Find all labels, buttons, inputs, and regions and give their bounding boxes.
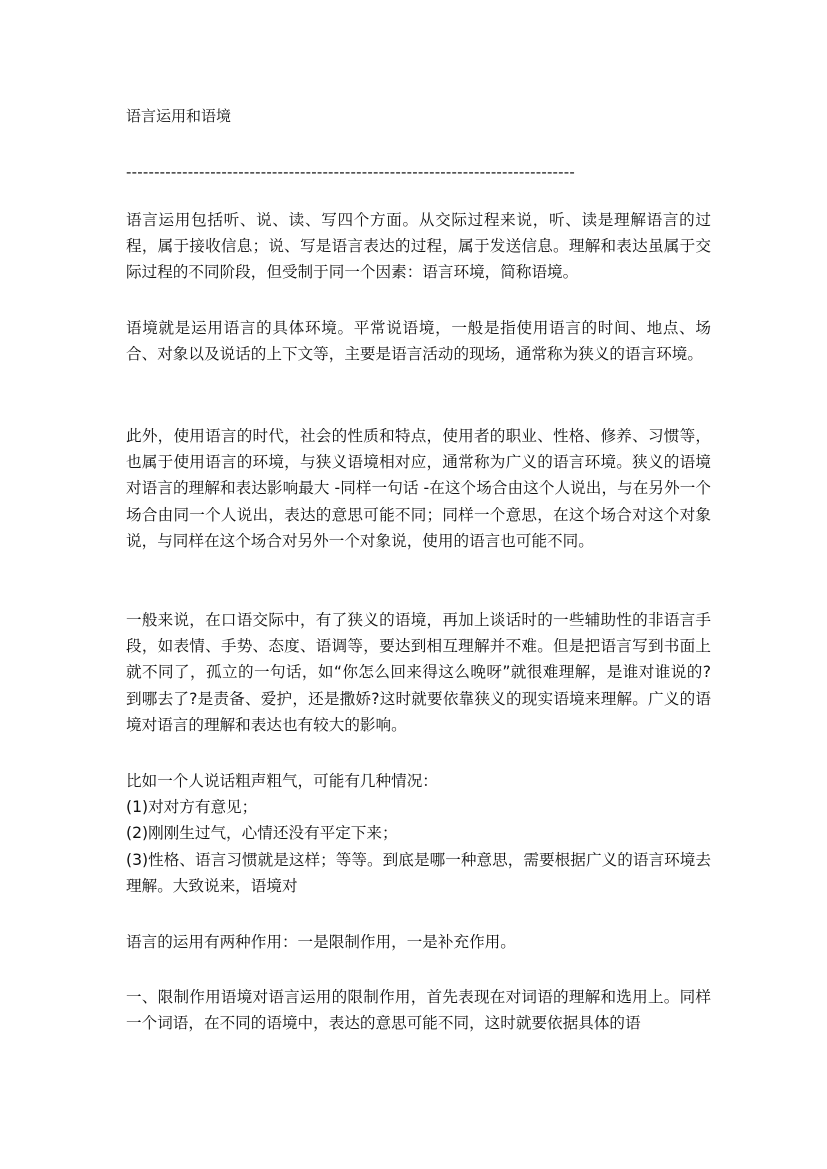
list-item: (3)性格、语言习惯就是这样；等等。到底是哪一种意思，需要根据广义的语言环境去理解。大致说来，语境对 — [126, 850, 711, 895]
paragraph-language-use: 语言运用包括听、说、读、写四个方面。从交际过程来说，听、读是理解语言的过程，属于接收信息；说、写是语言表达的过程，属于发送信息。理解和表达虽属于交际过程的不同阶段，但受制于同一个因素：语言环境，简称语境。 — [126, 211, 711, 282]
paragraph-two-roles: 语言的运用有两种作用：一是限制作用，一是补充作用。 — [126, 933, 516, 951]
divider-line: -------------------------------------------------------------------------------- — [126, 163, 576, 181]
paragraph-context-definition: 语境就是运用语言的具体环境。平常说语境，一般是指使用语言的时间、地点、场合、对象以及说话的上下文等，主要是语言活动的现场，通常称为狭义的语言环境。 — [126, 319, 711, 364]
example-list — [126, 768, 711, 899]
document-title: 语言运用和语境 — [126, 107, 232, 125]
list-item: (1)对对方有意见； — [126, 798, 258, 817]
paragraph-limiting-role: 一、限制作用语境对语言运用的限制作用，首先表现在对词语的理解和选用上。同样一个词语，在不同的语境中，表达的意思可能不同，这时就要依据具体的语 — [126, 988, 711, 1033]
paragraph-oral-communication: 一般来说，在口语交际中，有了狭义的语境，再加上谈话时的一些辅助性的非语言手段，如表情、手势、态度、语调等，要达到相互理解并不难。但是把语言写到书面上就不同了，孤立的一句话，如“你怎么回来得这么晚呀”就很难理解，是谁对谁说的?到哪去了?是责备、爱护，还是撒娇?这时就要依靠狭义的现实语境来理解。广义的语境对语言的理解和表达也有较大的影响。 — [126, 611, 711, 734]
list-intro: 比如一个人说话粗声粗气，可能有几种情况： — [126, 772, 438, 790]
list-item: (2)刚刚生过气，心情还没有平定下来； — [126, 824, 398, 843]
paragraph-broad-context: 此外，使用语言的时代，社会的性质和特点，使用者的职业、性格、修养、习惯等，也属于使用语言的环境，与狭义语境相对应，通常称为广义的语言环境。狭义的语境对语言的理解和表达影响最大 -同样一句话 -在这个场合由这个人说出，与在另外一个场合由同一个人说出，表达的意思可能不同；同样一个意思，在这个场合对这个对象说，与同样在这个场合对另外一个对象说，使用的语言也可能不同。 — [126, 427, 711, 550]
